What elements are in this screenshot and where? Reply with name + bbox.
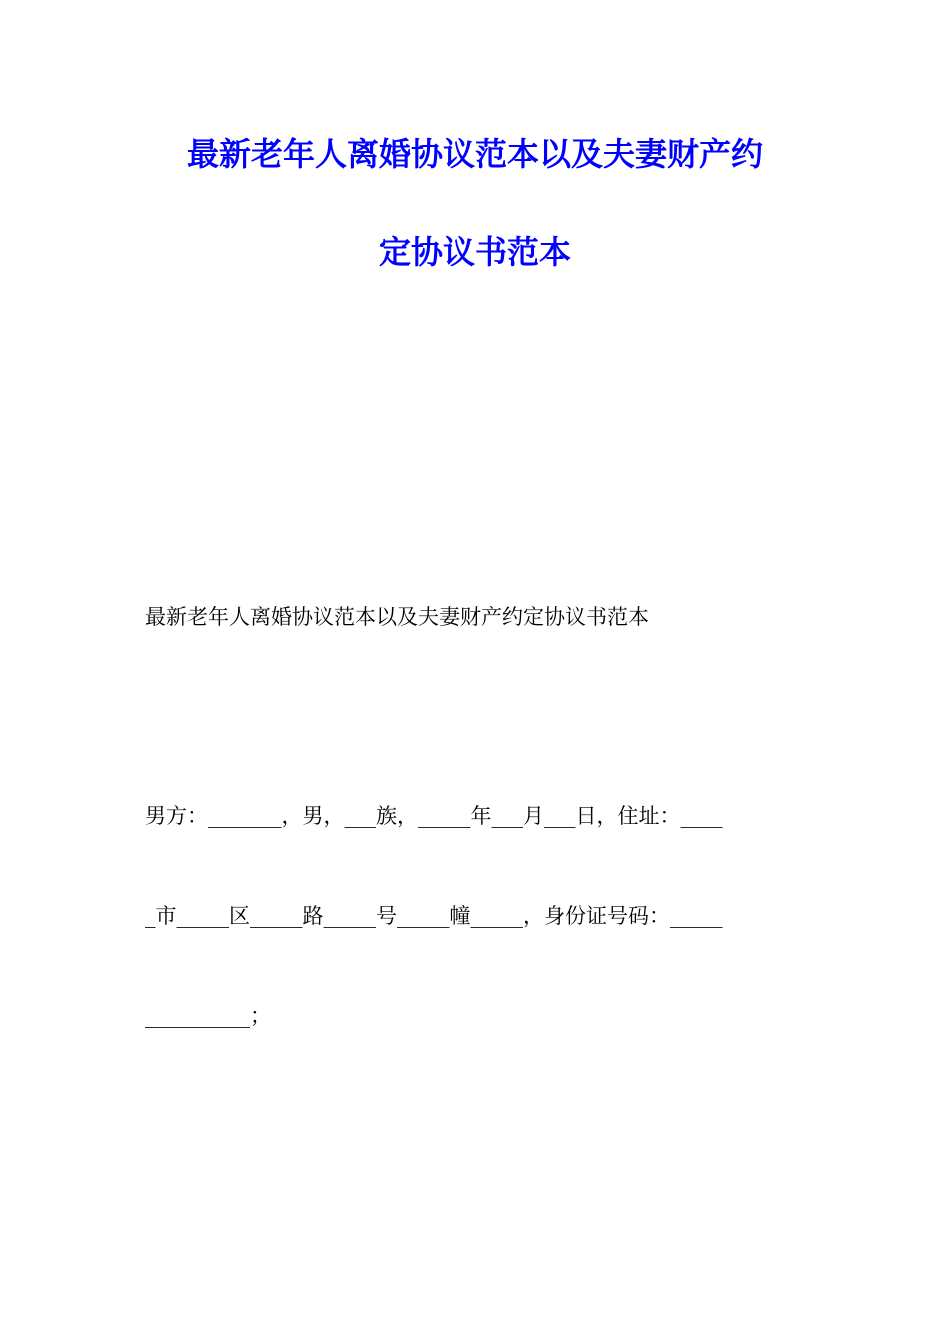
document-title-line-1: 最新老年人离婚协议范本以及夫妻财产约	[186, 135, 763, 173]
husband-info-line-2: _市_____区_____路_____号_____幢_____，身份证号码：_____	[145, 904, 723, 928]
document-title-line-2: 定协议书范本	[378, 233, 571, 271]
husband-info-line-3: __________；	[145, 1004, 271, 1028]
husband-info-line-1: 男方：_______，男，___族，_____年___月___日，住址：____	[145, 804, 723, 828]
document-heading: 最新老年人离婚协议范本以及夫妻财产约定协议书范本	[145, 605, 649, 629]
